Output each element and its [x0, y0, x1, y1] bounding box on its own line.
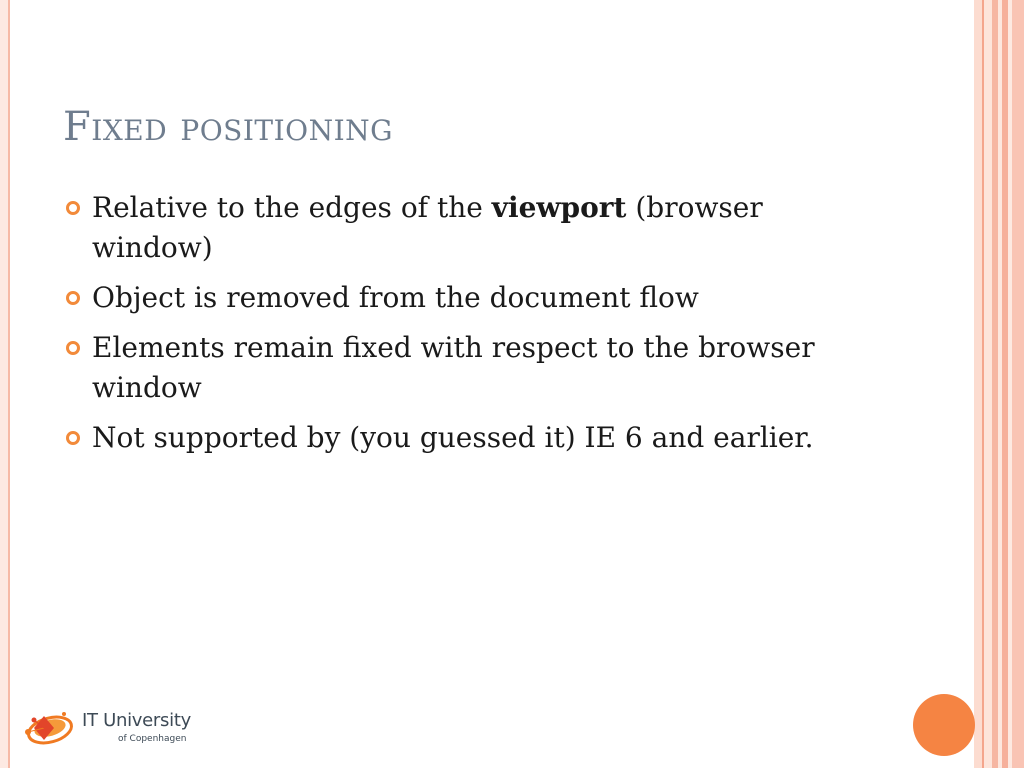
bullet-item	[62, 328, 852, 408]
bullet-text: Elements remain fixed with respect to the browser window	[92, 331, 815, 404]
bullet-ring-icon	[66, 431, 80, 445]
itu-logo-icon	[20, 706, 76, 750]
logo-name: IT University	[82, 710, 191, 731]
bullet-text: Not supported by (you guessed it) IE 6 and earlier.	[92, 421, 814, 454]
bullet-ring-icon	[66, 201, 80, 215]
bullet-item	[62, 278, 852, 318]
bullet-text: Object is removed from the document flow	[92, 281, 699, 314]
bullet-item	[62, 418, 852, 458]
right-stripe	[1012, 0, 1024, 768]
bullet-ring-icon	[66, 341, 80, 355]
right-stripe	[984, 0, 992, 768]
bullet-text: Relative to the edges of the	[92, 191, 492, 224]
itu-logo	[20, 706, 200, 750]
logo-subtitle: of Copenhagen	[118, 734, 187, 744]
orange-circle-decoration	[913, 694, 975, 756]
right-stripe	[974, 0, 982, 768]
bullet-text-bold: viewport	[491, 191, 627, 224]
bullet-ring-icon	[66, 291, 80, 305]
left-border-decoration	[0, 0, 10, 768]
bullet-item	[62, 188, 852, 268]
bullet-list	[62, 188, 852, 468]
bullet-text: (browser window)	[92, 191, 763, 264]
slide-title: Fixed positioning	[63, 104, 394, 150]
